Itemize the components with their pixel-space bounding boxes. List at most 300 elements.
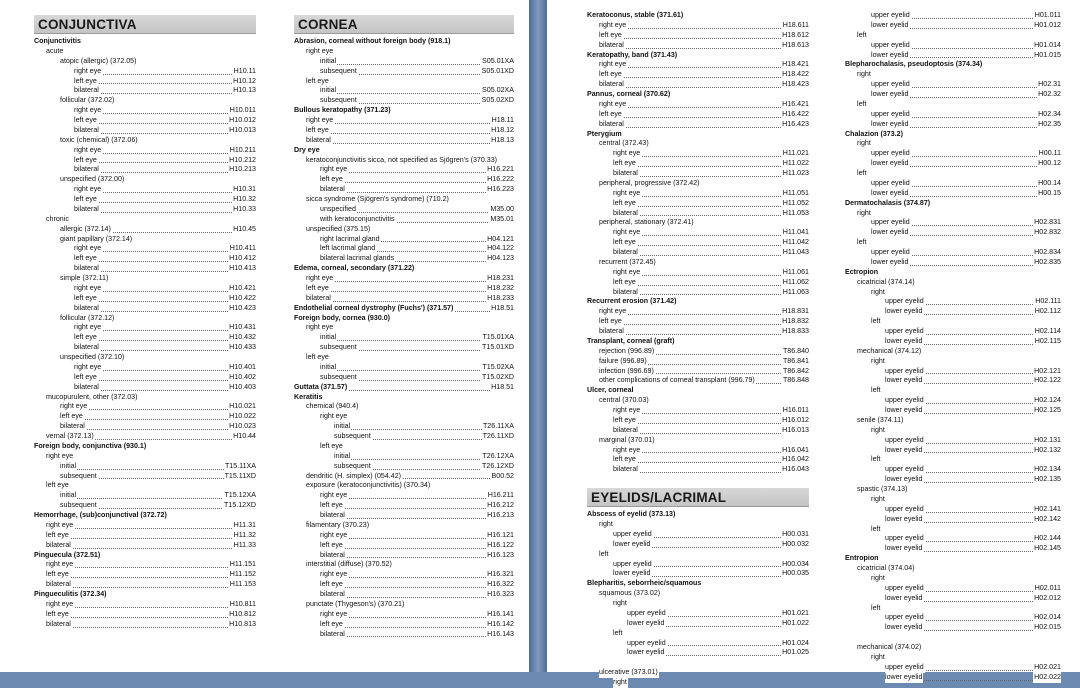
index-entry: [845, 455, 1061, 465]
entry-label: upper eyelid: [885, 465, 924, 474]
index-entry: [294, 560, 514, 570]
index-entry: [34, 175, 256, 185]
icd10-code: T15.12XA: [224, 491, 256, 500]
icd10-code: T15.01XD: [482, 343, 514, 352]
entry-label: left: [857, 99, 867, 108]
icd10-code: H10.021: [229, 402, 256, 411]
icd10-code: H16.222: [487, 175, 514, 184]
entry-label: left eye: [74, 195, 97, 203]
index-entry: [34, 244, 256, 254]
entry-label: initial: [60, 461, 77, 470]
entry-label: spastic (374.13): [857, 485, 908, 493]
index-entry: [845, 515, 1061, 525]
icd10-code: H16.423: [782, 119, 809, 128]
index-heading: [587, 337, 809, 347]
icd10-code: H10.403: [229, 382, 256, 391]
entry-label: toxic (chemical) (372.06): [60, 135, 138, 144]
index-entry: [845, 376, 1061, 386]
entry-label: Edema, corneal, secondary (371.22): [294, 264, 415, 273]
icd10-code: H00.11: [1038, 149, 1061, 158]
index-entry: [34, 432, 256, 442]
dot-leader: [603, 127, 807, 128]
entry-label: left eye: [74, 372, 97, 381]
icd10-code: H02.111: [1035, 297, 1061, 306]
index-entry: [294, 511, 514, 521]
index-entry: [34, 383, 256, 393]
entry-label: bilateral: [74, 382, 99, 391]
index-entry: [587, 589, 809, 599]
entry-label: subsequent: [334, 461, 371, 470]
entry-label: subsequent: [334, 432, 371, 440]
index-entry: [587, 569, 809, 579]
entry-label: right: [871, 653, 885, 661]
entry-label: Recurrent erosion (371.42): [587, 297, 677, 306]
index-entry: [34, 531, 256, 541]
dot-leader: [603, 334, 807, 335]
entry-label: Entropion: [845, 554, 879, 563]
entry-spacer: [587, 658, 809, 668]
index-entry: [587, 357, 809, 367]
icd10-code: H11.062: [782, 277, 809, 286]
entry-label: right eye: [613, 445, 641, 454]
entry-label: bilateral: [320, 511, 345, 519]
entry-label: right: [613, 599, 627, 607]
index-entry: [587, 70, 809, 80]
index-entry: [34, 86, 256, 96]
entry-label: lower eyelid: [885, 445, 923, 454]
entry-label: bilateral: [320, 590, 345, 598]
index-entry: [845, 278, 1061, 288]
entry-label: other complications of corneal transplant (996.79): [599, 376, 755, 385]
entry-label: right: [857, 208, 871, 217]
index-entry: [845, 307, 1061, 317]
entry-label: left: [857, 238, 867, 247]
dot-leader: [617, 423, 807, 424]
icd10-code: H16.322: [487, 580, 514, 589]
index-entry: [845, 396, 1061, 406]
icd10-code: H01.011: [1034, 11, 1061, 19]
entry-label: left eye: [46, 570, 69, 579]
entry-label: left eye: [60, 412, 83, 421]
index-entry: [294, 116, 514, 126]
dot-leader: [617, 462, 807, 463]
icd10-code: H04.123: [487, 254, 514, 263]
index-entry: [845, 367, 1061, 377]
entry-label: Pannus, corneal (370.62): [587, 90, 671, 98]
index-entry: [587, 648, 809, 658]
index-entry: [294, 77, 514, 87]
icd10-code: H10.12: [233, 76, 256, 85]
entry-label: Bullous keratopathy (371.23): [294, 106, 391, 115]
entry-label: right: [871, 573, 885, 582]
index-entry: [34, 136, 256, 146]
entry-label: lower eyelid: [871, 257, 909, 266]
entry-label: bilateral: [320, 550, 345, 559]
index-entry: [34, 205, 256, 215]
entry-label: lower eyelid: [885, 514, 923, 523]
icd10-code: H00.15: [1038, 188, 1061, 197]
icd10-code: H10.11: [233, 66, 256, 75]
index-entry: [587, 455, 809, 465]
entry-label: right eye: [613, 149, 641, 158]
dot-leader: [324, 508, 512, 509]
entry-label: chronic: [46, 214, 69, 223]
entry-label: right eye: [320, 570, 348, 579]
icd10-code: T86.842: [782, 366, 809, 375]
index-entry: [294, 294, 514, 304]
entry-label: initial: [334, 422, 351, 431]
index-heading: [845, 130, 1061, 140]
index-entry: [34, 343, 256, 353]
dot-leader: [617, 176, 807, 177]
entry-label: bilateral: [74, 343, 99, 352]
entry-label: left eye: [46, 481, 69, 490]
index-entry: [587, 248, 809, 258]
index-entry: [34, 570, 256, 580]
entry-label: upper eyelid: [885, 583, 924, 592]
document-page-right: [547, 0, 1080, 687]
index-entry: [845, 51, 1061, 61]
entry-label: giant papillary (372.14): [60, 234, 133, 243]
entry-label: upper eyelid: [885, 504, 924, 513]
dot-leader: [78, 83, 254, 84]
icd10-code: H02.831: [1034, 218, 1061, 227]
dot-leader: [50, 567, 254, 568]
index-entry: [587, 550, 809, 560]
icd10-code: B00.52: [491, 471, 514, 480]
index-entry: [34, 501, 256, 511]
icd10-code: H11.32: [233, 530, 256, 539]
index-entry: [34, 353, 256, 363]
icd10-code: S05.01XD: [481, 66, 514, 75]
icd10-code: M35.01: [490, 214, 514, 223]
entry-label: upper eyelid: [885, 613, 924, 622]
entry-label: upper eyelid: [871, 178, 910, 187]
index-entry: [845, 110, 1061, 120]
index-heading: [294, 304, 514, 314]
index-entry: [34, 393, 256, 403]
index-entry: [845, 70, 1061, 80]
index-heading: [845, 554, 1061, 564]
index-entry: [587, 347, 809, 357]
index-entry: [845, 564, 1061, 574]
entry-label: left eye: [613, 159, 636, 168]
icd10-code: H11.053: [782, 208, 809, 217]
entry-label: Keratopathy, band (371.43): [587, 50, 678, 59]
entry-label: left: [599, 549, 609, 558]
index-heading: [34, 442, 256, 452]
icd10-code: H16.121: [487, 530, 514, 539]
index-entry: [845, 584, 1061, 594]
icd10-code: H10.813: [229, 619, 256, 628]
icd10-code: H01.014: [1034, 40, 1061, 49]
index-entry: [845, 317, 1061, 327]
index-entry: [845, 149, 1061, 159]
icd10-code: T26.12XA: [482, 451, 514, 460]
index-entry: [845, 357, 1061, 367]
dot-leader: [617, 452, 807, 453]
section-banner: [294, 15, 514, 35]
index-heading: [587, 510, 809, 520]
dot-leader: [603, 314, 807, 315]
dot-leader: [50, 538, 254, 539]
icd10-code: H10.413: [229, 264, 256, 273]
index-entry: [587, 268, 809, 278]
entry-label: bilateral: [46, 540, 71, 549]
dot-leader: [617, 215, 807, 216]
index-entry: [34, 57, 256, 67]
entry-label: lower eyelid: [885, 406, 923, 414]
entry-label: right eye: [306, 46, 334, 55]
icd10-code: H10.212: [229, 155, 256, 164]
index-entry: [294, 481, 514, 491]
icd10-code: H02.021: [1034, 662, 1061, 671]
index-entry: [34, 165, 256, 175]
entry-label: ulcerative (373.01): [599, 668, 658, 677]
index-entry: [294, 353, 514, 363]
index-entry: [845, 179, 1061, 189]
icd10-code: H16.213: [487, 511, 514, 519]
icd10-code: H10.45: [233, 224, 256, 233]
entry-label: left lacrimal gland: [320, 244, 376, 253]
dot-leader: [617, 235, 807, 236]
index-entry: [587, 367, 809, 377]
index-entry: [34, 580, 256, 590]
index-entry: [845, 41, 1061, 51]
entry-label: bilateral: [306, 293, 331, 302]
entry-label: upper eyelid: [885, 396, 924, 405]
icd10-code: H02.832: [1034, 228, 1061, 237]
index-entry: [587, 599, 809, 609]
section-title: CONJUNCTIVA: [38, 17, 137, 32]
entry-label: right eye: [613, 267, 641, 276]
entry-label: lower eyelid: [885, 336, 923, 345]
entry-label: follicular (372.12): [60, 313, 115, 322]
icd10-code: H16.221: [487, 165, 514, 174]
entry-label: right: [857, 70, 871, 79]
index-entry: [294, 205, 514, 215]
entry-label: Guttata (371.57): [294, 382, 348, 391]
icd10-code: H16.122: [487, 540, 514, 549]
dot-leader: [324, 627, 512, 628]
icd10-code: H11.042: [782, 238, 809, 247]
index-heading: [34, 590, 256, 600]
icd10-code: H04.122: [487, 244, 514, 253]
entry-label: upper eyelid: [613, 559, 652, 568]
dot-leader: [324, 182, 512, 183]
dot-leader: [324, 548, 512, 549]
entry-label: Hemorrhage, (sub)conjunctival (372.72): [34, 511, 167, 519]
index-entry: [845, 534, 1061, 544]
index-entry: [587, 41, 809, 51]
entry-label: Ectropion: [845, 267, 879, 276]
dot-leader: [617, 433, 807, 434]
icd10-code: H16.123: [487, 550, 514, 559]
index-entry: [34, 412, 256, 422]
index-entry: [845, 475, 1061, 485]
entry-label: right eye: [74, 362, 102, 371]
dot-leader: [617, 255, 807, 256]
index-entry: [294, 472, 514, 482]
entry-label: interstitial (diffuse) (370.52): [306, 560, 392, 569]
entry-label: squamous (373.02): [599, 589, 661, 598]
entry-label: lower eyelid: [885, 593, 923, 602]
index-entry: [294, 343, 514, 353]
icd10-code: H16.323: [487, 590, 514, 598]
entry-label: left: [871, 603, 881, 612]
dot-leader: [64, 429, 254, 430]
entry-label: left eye: [74, 333, 97, 342]
dot-leader: [78, 113, 254, 114]
icd10-code: H02.011: [1034, 583, 1061, 592]
icd10-code: H10.33: [233, 204, 256, 213]
index-entry: [845, 653, 1061, 663]
index-entry: [34, 185, 256, 195]
index-entry: [294, 422, 514, 432]
entry-label: lower eyelid: [871, 228, 909, 237]
entry-label: lower eyelid: [871, 50, 909, 59]
entry-label: bilateral: [613, 287, 638, 296]
index-entry: [845, 258, 1061, 268]
section-banner: [587, 488, 809, 508]
entry-label: exposure (keratoconjunctivitis) (370.34): [306, 481, 431, 490]
icd10-code: H16.012: [782, 415, 809, 424]
index-entry: [34, 600, 256, 610]
index-entry: [587, 149, 809, 159]
icd10-code: H18.612: [782, 30, 809, 39]
index-entry: [587, 21, 809, 31]
index-entry: [587, 416, 809, 426]
dot-leader: [50, 607, 254, 608]
entry-label: upper eyelid: [627, 608, 666, 617]
index-entry: [587, 619, 809, 629]
dot-leader: [78, 202, 254, 203]
index-entry: [587, 100, 809, 110]
entry-label: left eye: [46, 609, 69, 618]
entry-label: bilateral: [613, 169, 638, 177]
index-entry: [845, 643, 1061, 653]
dot-leader: [50, 617, 254, 618]
entry-label: bilateral: [60, 422, 85, 431]
entry-label: recurrent (372.45): [599, 257, 656, 266]
entry-label: upper eyelid: [885, 366, 924, 375]
entry-label: upper eyelid: [871, 40, 910, 49]
entry-label: lower eyelid: [871, 20, 909, 29]
entry-label: left eye: [74, 293, 97, 302]
entry-label: central (370.03): [599, 396, 649, 405]
entry-label: left eye: [613, 198, 636, 207]
dot-leader: [310, 291, 512, 292]
entry-label: left eye: [306, 353, 329, 361]
column-cornea: [294, 12, 514, 639]
index-heading: [587, 130, 809, 140]
index-entry: [845, 159, 1061, 169]
entry-label: upper eyelid: [871, 149, 910, 158]
entry-label: Dermatochalasis (374.87): [845, 198, 931, 207]
index-entry: [587, 199, 809, 209]
index-entry: [587, 678, 809, 688]
icd10-code: H02.112: [1034, 307, 1061, 316]
icd10-code: H11.061: [782, 267, 809, 276]
dot-leader: [50, 577, 254, 578]
icd10-code: H11.051: [782, 188, 809, 197]
icd10-code: H02.012: [1034, 593, 1061, 602]
entry-label: right lacrimal gland: [320, 234, 380, 243]
icd10-code: H11.021: [782, 149, 809, 158]
icd10-code: H10.402: [229, 372, 256, 381]
icd10-code: H18.832: [782, 317, 809, 326]
index-heading: [294, 106, 514, 116]
index-entry: [34, 77, 256, 87]
entry-label: right eye: [60, 402, 88, 411]
index-heading: [587, 297, 809, 307]
index-entry: [587, 238, 809, 248]
entry-label: lower eyelid: [885, 544, 923, 553]
entry-label: bilateral: [74, 204, 99, 213]
icd10-code: H02.144: [1034, 534, 1061, 543]
entry-label: bilateral: [613, 465, 638, 474]
entry-label: lower eyelid: [613, 569, 651, 578]
entry-label: subsequent: [320, 66, 357, 75]
index-entry: [294, 590, 514, 600]
entry-label: right eye: [599, 20, 627, 29]
index-entry: [294, 215, 514, 225]
entry-label: central (372.43): [599, 139, 649, 148]
icd10-code: H10.31: [233, 185, 256, 194]
index-entry: [294, 531, 514, 541]
entry-label: chemical (940.4): [306, 402, 359, 411]
icd10-code: H18.231: [487, 274, 514, 282]
index-entry: [294, 47, 514, 57]
index-entry: [845, 31, 1061, 41]
icd10-code: H10.213: [229, 165, 256, 174]
icd10-code: H16.321: [487, 570, 514, 579]
entry-label: left eye: [613, 238, 636, 247]
icd10-code: H02.142: [1034, 514, 1061, 523]
column-conjunctiva: [34, 12, 256, 630]
icd10-code: H02.022: [1034, 672, 1061, 681]
index-entry: [845, 406, 1061, 416]
entry-label: Foreign body, conjunctiva (930.1): [34, 441, 147, 450]
index-entry: [587, 258, 809, 268]
index-entry: [587, 228, 809, 238]
icd10-code: T26.11XD: [482, 432, 514, 440]
entry-label: left: [613, 628, 623, 637]
entry-label: bilateral: [74, 165, 99, 174]
index-heading: [34, 511, 256, 521]
index-entry: [587, 288, 809, 298]
dot-leader: [617, 245, 807, 246]
entry-label: left eye: [613, 415, 636, 424]
entry-label: Abrasion, corneal without foreign body (918.1): [294, 37, 451, 45]
entry-label: initial: [320, 86, 337, 95]
entry-label: unspecified (372.10): [60, 353, 125, 361]
entry-label: right eye: [599, 307, 627, 316]
entry-label: right eye: [613, 228, 641, 237]
icd10-code: H16.142: [487, 619, 514, 628]
entry-label: right eye: [74, 323, 102, 332]
index-entry: [845, 100, 1061, 110]
entry-label: peripheral, stationary (372.41): [599, 218, 694, 227]
index-entry: [587, 110, 809, 120]
entry-label: right eye: [599, 99, 627, 108]
entry-label: left eye: [74, 155, 97, 164]
entry-label: Blepharitis, seborrheic/squamous: [587, 579, 702, 588]
index-entry: [294, 274, 514, 284]
icd10-code: H02.834: [1034, 248, 1061, 256]
icd10-code: H18.51: [491, 303, 514, 312]
index-entry: [587, 609, 809, 619]
